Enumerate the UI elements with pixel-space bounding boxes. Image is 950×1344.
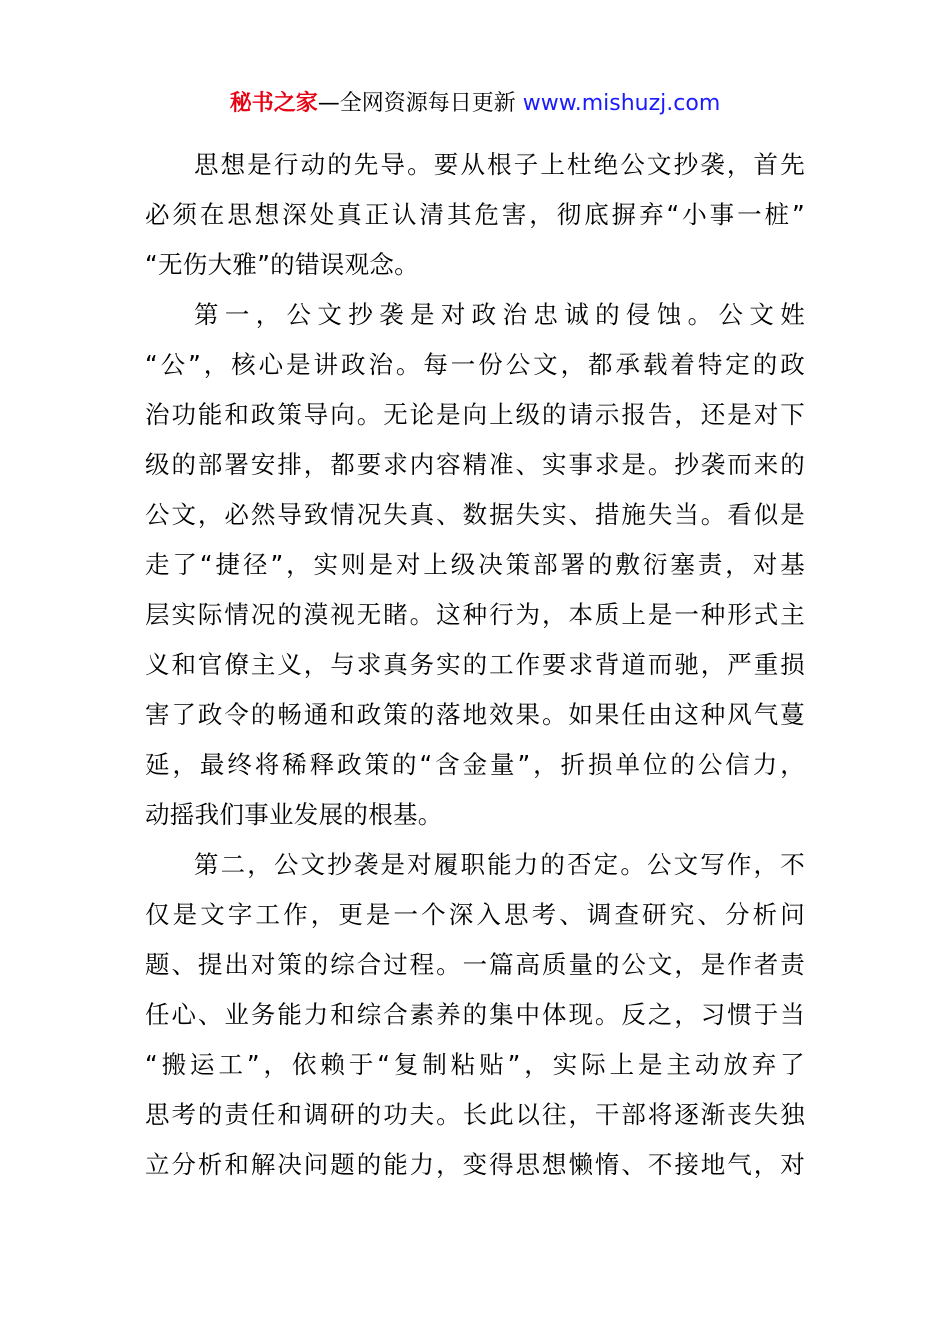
text-line: 立分析和解决问题的能力，变得思想懒惰、不接地气，对 [145,1150,805,1179]
document-body [145,140,805,1190]
text-line: 动摇我们事业发展的根基。 [145,800,443,829]
text-line: 仅是文字工作，更是一个深入思考、调查研究、分析问 [145,900,805,929]
text-line: 思考的责任和调研的功夫。长此以往，干部将逐渐丧失独 [145,1100,805,1129]
paragraph-2 [145,290,805,840]
text-line: 治功能和政策导向。无论是向上级的请示报告，还是对下 [145,400,805,429]
brand-name: 秘书之家 [229,91,318,116]
text-line: “无伤大雅”的错误观念。 [145,250,419,279]
text-line: 走了“捷径”，实则是对上级决策部署的敷衍塞责，对基 [145,550,805,579]
text-line: 题、提出对策的综合过程。一篇高质量的公文，是作者责 [145,950,805,979]
text-line: 级的部署安排，都要求内容精准、实事求是。抄袭而来的 [145,450,805,479]
text-line: 第二，公文抄袭是对履职能力的否定。公文写作，不 [194,850,805,879]
text-line: 义和官僚主义，与求真务实的工作要求背道而驰，严重损 [145,650,805,679]
text-line: 公文，必然导致情况失真、数据失实、措施失当。看似是 [145,500,805,529]
site-url-link[interactable]: www.mishuzj.com [522,91,721,116]
text-line: “搬运工”，依赖于“复制粘贴”，实际上是主动放弃了 [145,1050,805,1079]
text-line: “公”，核心是讲政治。每一份公文，都承载着特定的政 [145,350,805,379]
text-line: 任心、业务能力和综合素养的集中体现。反之，习惯于当 [145,1000,805,1029]
text-line: 延，最终将稀释政策的“含金量”，折损单位的公信力， [145,750,805,779]
header-tagline: —全网资源每日更新 [317,91,523,116]
page-header [0,88,950,120]
paragraph-1 [145,140,805,290]
text-line: 思想是行动的先导。要从根子上杜绝公文抄袭，首先 [194,150,805,179]
text-line: 必须在思想深处真正认清其危害，彻底摒弃“小事一桩” [145,200,805,229]
text-line: 层实际情况的漠视无睹。这种行为，本质上是一种形式主 [145,600,805,629]
text-line: 第一，公文抄袭是对政治忠诚的侵蚀。公文姓 [194,300,805,329]
text-line: 害了政令的畅通和政策的落地效果。如果任由这种风气蔓 [145,700,805,729]
paragraph-3 [145,840,805,1190]
